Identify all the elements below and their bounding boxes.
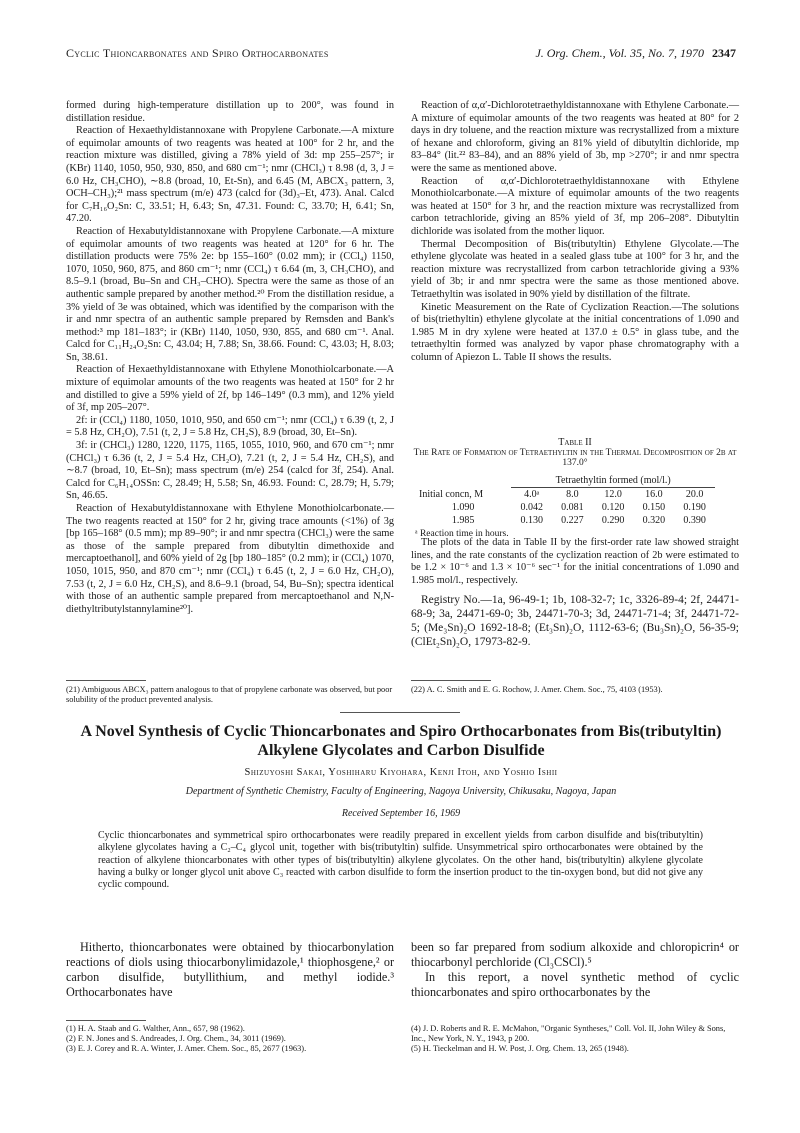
footnote-rule <box>66 1020 146 1021</box>
table-row <box>415 514 715 527</box>
paragraph: formed during high-temperature distillation up to 200°, was found in distillation residue. <box>66 100 394 124</box>
value-cell: 0.130 <box>520 515 543 526</box>
body-left <box>66 940 394 1000</box>
paragraph: been so far prepared from sodium alkoxide and chloropicrin⁴ or thiocarbonyl perchloride (Cl₃CSCl).⁵ <box>411 940 739 969</box>
body-right <box>411 940 739 1000</box>
journal-citation: J. Org. Chem., Vol. 35, No. 7, 1970 2347 <box>535 46 736 60</box>
paragraph: Thermal Decomposition of Bis(tributyltin) Ethylene Glycolate.—The ethylene glycolate was heated in a sealed glass tube at 100° for 3 hr, and the reaction mixture was recrystallized from carbon tetrachloride giving a 93% yield of 3b; ir and nmr spectra were the same as those mentioned above. Tetraethyltin was isolated in 90% yield by distillation of the filtrate. <box>411 238 739 300</box>
footnote: (3) E. J. Corey and R. A. Winter, J. Amer. Chem. Soc., 85, 2677 (1963). <box>66 1044 307 1053</box>
time-header: 8.0 <box>566 489 579 500</box>
conc-cell: 1.090 <box>451 502 475 513</box>
footnote-22: (22) A. C. Smith and E. G. Rochow, J. Amer. Chem. Soc., 75, 4103 (1953). <box>411 685 663 694</box>
abstract: Cyclic thioncarbonates and symmetrical spiro orthocarbonates were readily prepared in excellent yields from carbon disulfide and bis(tributyltin) alkylene glycolates having a C₂–C₄ glycol unit, together with bis(tributyltin) sulfide. Unsymmetrical spiro orthocarbonates were obtained by the reaction of alkylene thioncarbonates with other types of bis(tributyltin) alkylene glycolates. On the other hand, bis(tributyltin) alkylene glycolate having a bulky or longer glycol unit above C₃ reacted with carbon disulfide to form the insertion product to the tin-oxygen bond, but did not give any cyclic compound. <box>98 830 703 891</box>
right-column <box>411 100 739 364</box>
footnote-rule <box>411 680 491 681</box>
value-cell: 0.320 <box>642 515 666 526</box>
value-cell: 0.042 <box>520 502 543 513</box>
footnote-rule <box>66 680 146 681</box>
value-cell: 0.290 <box>601 515 625 526</box>
group-header: Tetraethyltin formed (mol/l.) <box>511 474 715 488</box>
table-label: Table II <box>558 437 592 448</box>
value-cell: 0.150 <box>642 502 666 513</box>
value-cell: 0.390 <box>683 515 706 526</box>
paragraph: Reaction of Hexabutyldistannoxane with Propylene Carbonate.—A mixture of equimolar amounts of two reagents was heated at 120° for 6 hr. The distillation products were 75% 2e: bp 155–160° (0.02 mm); ir (CCl₄) 1150, 1070, 1050, 960, 875, and 860 cm⁻¹; nmr (CCl₄) τ 6.64 (m, 3, CH₃CHO), and 8.5–9.1 (broad, Bu–Sn and CH₃–CHO). Spectra were the same as those of an authentic sample prepared by another method.²⁰ From the distillation residue, a 3% yield of 3e was obtained, which was identified by the comparison with the ir and nmr spectra of an authentic sample prepared by Remsden and Bank's method:³ mp 181–183°; ir (KBr) 1140, 1050, 930, 855, and 680 cm⁻¹. Anal. Calcd for C₁₁H₂₄O₂Sn: C, 43.04; H, 7.88; Sn, 38.66. Found: C, 43.03; H, 8.03; Sn, 38.61. <box>66 225 394 363</box>
time-header: 20.0 <box>685 489 704 500</box>
left-column <box>66 100 394 616</box>
value-cell: 0.120 <box>601 502 625 513</box>
time-header: 16.0 <box>645 489 663 500</box>
table-row <box>415 501 715 514</box>
affiliation: Department of Synthetic Chemistry, Faculty of Engineering, Nagoya University, Chikusaku, Nagoya, Japan <box>185 786 617 797</box>
conc-cell: 1.985 <box>451 515 475 526</box>
paragraph: Reaction of Hexaethyldistannoxane with Ethylene Monothiolcarbonate.—A mixture of equimolar amounts of the two reagents was heated at 150° for 2 hr and distilled to give a 59% yield of 2f, bp 146–149° (0.3 mm), and 12% yield of 3f, mp 205–207°. <box>66 364 394 414</box>
table-caption: The Rate of Formation of Tetraethyltin in the Thermal Decomposition of 2b at 137.0° <box>413 448 737 468</box>
table-ii <box>411 437 739 539</box>
paragraph: Kinetic Measurement on the Rate of Cyclization Reaction.—The solutions of bis(triethyltin) ethylene glycolate at the initial concentrations of 1.090 and 1.985 M in dry xylene were heated at 137.0 ± 0.5° in glass tube, and the tetraethyltin formed was analyzed by vapor phase chromatography with a column of Apiezon L. Table II shows the results. <box>411 301 739 363</box>
paragraph: Reaction of Hexabutyldistannoxane with Ethylene Monothiolcarbonate.—The two reagents reacted at 150° for 2 hr, giving trace amounts (<1%) of 3g [bp 165–168° (0.5 mm); mp 89–90°; ir and nmr spectra (CHCl₃) were the same as those of the sample prepared from dibutyltin dimethoxide and mercaptoethanol], and 60% yield of 2g [bp 180–185° (0.2 mm); ir (CCl₄) 1070, 1050, 1015, 950, and 870 cm⁻¹; nmr (CCl₄) τ 6.45 (t, 2, J = 6.0 Hz, CH₂O), 7.53 (t, 2, J = 6.0 Hz, CH₂S), and 8.6–9.1 (broad, 54, Bu–Sn); spectra identical with those of an authentic sample prepared from mercaptoethanol and N,N-diethyltributylstannylamine²⁰]. <box>66 503 394 615</box>
paragraph: Reaction of α,α′-Dichlorotetraethyldistannoxane with Ethylene Carbonate.—A mixture of equimolar amounts of the two reagents was heated at 80° for 2 days in dry toluene, and the reaction mixture was recrystallized from a mixture of hexane and chloroform, giving an 81% yield of dibutyltin dichloride, mp 83–84° (lit.²² 83–84), and an 88% yield of 3b, mp >270°; ir and nmr spectra were the same as mentioned above. <box>411 100 739 174</box>
article-title: A Novel Synthesis of Cyclic Thioncarbonates and Spiro Orthocarbonates from Bis(tributyltin) Alkylene Glycolates and Carbon Disulfide <box>80 723 722 759</box>
time-header: 12.0 <box>604 489 622 500</box>
paragraph: The plots of the data in Table II by the first-order rate law showed straight lines, and the rate constants of the cyclization reaction of 2b were estimated to be 1.2 × 10⁻⁶ and 1.3 × 10⁻⁶ sec⁻¹ for the initial concentrations of 1.090 and 1.985 mol/l., respectively. <box>411 537 739 586</box>
footnote: (5) H. Tieckelman and H. W. Post, J. Org. Chem. 13, 265 (1948). <box>411 1044 629 1053</box>
authors: Shizuyoshi Sakai, Yoshiharu Kiyohara, Kenji Itoh, and Yoshio Ishii <box>244 767 558 778</box>
paragraph: 2f: ir (CCl₄) 1180, 1050, 1010, 950, and 650 cm⁻¹; nmr (CCl₄) τ 6.39 (t, 2, J = 5.8 Hz, CH₂O), 7.51 (t, 2, J = 5.8 Hz, CH₂S), 8.9 (broad, 30, Et–Sn). <box>66 414 394 439</box>
row-header: Initial concn, M <box>419 488 484 500</box>
running-title: Cyclic Thioncarbonates and Spiro Orthocarbonates <box>66 46 329 60</box>
footnote: (1) H. A. Staab and G. Walther, Ann., 657, 98 (1962). <box>66 1024 245 1033</box>
value-cell: 0.190 <box>683 502 706 513</box>
paragraph: Reaction of Hexaethyldistannoxane with Propylene Carbonate.—A mixture of equimolar amounts of two reagents was heated at 100° for 2 hr, and the reaction mixture was distilled, giving a 78% yield of 3d: mp 255–257°; ir (KBr) 1140, 1050, 950, 930, 850, and 680 cm⁻¹; nmr (CHCl₃) τ 8.98 (d, 3, J = 6.0 Hz, CH₃CHO), ∼8.8 (broad, 10, Et-Sn), and 6.45 (M, ABCX₃ pattern, 3, OCH–CH₃);²¹ mass spectrum (m/e) 473 (calcd for (3d)₃–Et, 473). Anal. Calcd for C₇H₁₆O₂Sn: C, 33.51; H, 6.43; Sn, 47.31. Found: C, 33.70; H, 6.41; Sn, 47.20. <box>66 125 394 225</box>
footnotes-left <box>66 1024 394 1054</box>
article-separator <box>340 712 460 713</box>
footnote-21: (21) Ambiguous ABCX₃ pattern analogous to that of propylene carbonate was observed, but poor solubility of the product prevented analysis. <box>66 685 393 704</box>
time-header: 4.0ᵃ <box>524 489 540 500</box>
table-footnote: ᵃ Reaction time in hours. <box>415 529 509 539</box>
paragraph: Hitherto, thioncarbonates were obtained by thiocarbonylation reactions of diols using thiocarbonylimidazole,¹ thiophosgene,² or carbon disulfide, butyllithium, and methyl iodide.³ Orthocarbonates have <box>66 940 394 999</box>
footnote: (2) F. N. Jones and S. Andreades, J. Org. Chem., 34, 3011 (1969). <box>66 1034 286 1043</box>
registry-numbers: Registry No.—1a, 96-49-1; 1b, 108-32-7; 1c, 3326-89-4; 2f, 24471-68-9; 3a, 24471-69-0; 3b, 24471-70-3; 3d, 24471-71-4; 3f, 24471-72-5; (Me₃Sn)₂O 1692-18-8; (Et₃Sn)₂O, 1112-63-6; (Bu₃Sn)₂O, 56-35-9; (ClEt₂Sn)₂O, 17973-82-9. <box>411 594 739 649</box>
received-date: Received September 16, 1969 <box>341 808 461 819</box>
paragraph: 3f: ir (CHCl₃) 1280, 1220, 1175, 1165, 1055, 1010, 960, and 670 cm⁻¹; nmr (CHCl₃) τ 6.36 (t, 2, J = 5.4 Hz, CH₂O), 7.21 (t, 2, J = 5.4 Hz, CH₂S), and ∼8.7 (broad, 10, Et–Sn); mass spectrum (m/e) 254 (calcd for 3f, 254). Anal. Calcd for C₆H₁₄OSSn: C, 28.49; H, 5.58; Sn, 46.93. Found: C, 28.79; H, 5.79; Sn, 46.65. <box>66 440 394 502</box>
right-column-continued <box>411 537 739 649</box>
value-cell: 0.227 <box>561 515 584 526</box>
paragraph: Reaction of α,α′-Dichlorotetraethyldistannoxane with Ethylene Monothiolcarbonate.—A mixture of equimolar amounts of the two reagents was heated at 150° for 3 hr, and the reaction mixture was recrystallized from carbon tetrachloride, giving an 85% yield of 3f, mp 206–208°. Dibutyltin dichloride was isolated from the mother liquor. <box>411 175 739 237</box>
page-number: 2347 <box>712 46 736 60</box>
footnotes-right <box>411 1024 739 1054</box>
footnote: (4) J. D. Roberts and R. E. McMahon, "Organic Syntheses," Coll. Vol. II, John Wiley & Sons, Inc., New York, N. Y., 1943, p 200. <box>411 1024 726 1043</box>
paragraph: In this report, a novel synthetic method of cyclic thioncarbonates and spiro orthocarbonates by the <box>411 970 739 999</box>
data-table <box>415 474 715 527</box>
table-header-row <box>415 488 715 502</box>
value-cell: 0.081 <box>561 502 584 513</box>
